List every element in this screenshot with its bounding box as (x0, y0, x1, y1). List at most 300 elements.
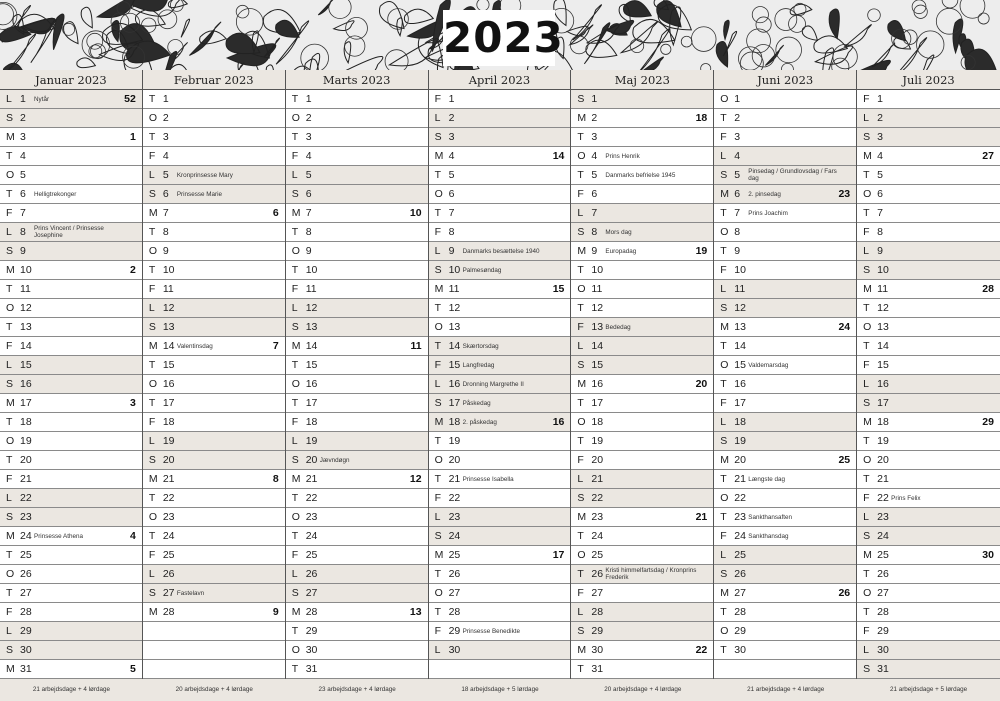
weekday-letter: F (148, 416, 156, 428)
day-number: 28 (877, 606, 889, 618)
day-number: 25 (162, 549, 175, 561)
day-number: 29 (448, 625, 461, 637)
day-number: 21 (448, 473, 461, 485)
day-row (0, 584, 142, 603)
day-number: 7 (448, 207, 455, 219)
weekday-letter: L (863, 245, 869, 257)
day-number: 16 (20, 378, 32, 390)
day-number: 9 (734, 245, 741, 257)
day-number: 27 (734, 587, 746, 599)
day-row (0, 413, 142, 432)
weekday-letter: T (6, 283, 13, 295)
day-number: 1 (20, 93, 26, 105)
day-number: 19 (20, 435, 32, 447)
weekday-letter: F (148, 150, 156, 162)
week-number: 17 (552, 549, 565, 561)
weekday-letter: O (291, 112, 300, 124)
day-row (714, 166, 856, 185)
day-number: 15 (734, 359, 746, 371)
weekday-letter: O (720, 93, 729, 105)
day-row (571, 565, 713, 584)
day-row (571, 451, 713, 470)
month-header: Januar 2023 (0, 70, 142, 90)
week-number: 4 (130, 530, 136, 542)
weekday-letter: O (291, 245, 300, 257)
day-row (286, 128, 428, 147)
weekday-letter: O (863, 188, 872, 200)
day-number: 14 (448, 340, 461, 352)
day-row (286, 584, 428, 603)
weekday-letter: F (577, 587, 584, 599)
weekday-letter: T (291, 625, 299, 637)
day-number: 18 (20, 416, 32, 428)
weekday-letter: T (291, 663, 299, 675)
weekday-letter: L (6, 93, 12, 105)
day-row (0, 546, 142, 565)
weekday-letter: S (434, 264, 442, 276)
day-row (0, 470, 142, 489)
day-row (857, 204, 1000, 223)
day-number: 12 (591, 302, 604, 314)
day-number: 31 (305, 663, 318, 675)
weekday-letter: F (434, 492, 441, 504)
day-number: 14 (877, 340, 889, 352)
weekday-letter: S (6, 112, 14, 124)
day-number: 1 (734, 93, 741, 105)
weekday-letter: S (291, 587, 299, 599)
day-row (571, 356, 713, 375)
day-number: 30 (877, 644, 889, 656)
weekday-letter: L (291, 568, 298, 580)
weekday-letter: T (720, 378, 727, 390)
day-row (286, 508, 428, 527)
holiday-label: Påskedag (462, 400, 491, 407)
weekday-letter: T (6, 188, 13, 200)
day-row (429, 299, 571, 318)
day-number: 3 (162, 131, 169, 143)
weekday-letter: S (291, 321, 299, 333)
weekday-letter: M (720, 321, 730, 333)
weekday-letter: L (434, 644, 441, 656)
holiday-label: Sankthansdag (748, 533, 789, 540)
weekday-letter: F (720, 131, 727, 143)
day-row (571, 109, 713, 128)
day-row (0, 451, 142, 470)
day-number: 21 (162, 473, 175, 485)
weekday-letter: M (6, 663, 15, 675)
weekday-letter: S (434, 131, 442, 143)
day-row (429, 90, 571, 109)
day-row (571, 660, 713, 679)
day-row (857, 660, 1000, 679)
day-row (286, 109, 428, 128)
month-footer: 23 arbejdsdage + 4 lørdage (286, 679, 429, 701)
day-number: 7 (734, 207, 741, 219)
day-number: 26 (734, 568, 746, 580)
day-number: 18 (448, 416, 461, 428)
holiday-label: Jævndøgn (319, 457, 350, 464)
day-number: 24 (20, 530, 32, 542)
day-row (429, 508, 571, 527)
weekday-letter: M (577, 644, 587, 656)
weekday-letter: F (863, 359, 870, 371)
weekday-letter: L (148, 568, 155, 580)
weekday-letter: F (863, 226, 870, 238)
day-row (429, 337, 571, 356)
weekday-letter: F (434, 359, 441, 371)
day-row (571, 223, 713, 242)
day-row (571, 375, 713, 394)
day-number: 11 (734, 283, 746, 295)
day-number: 10 (162, 264, 175, 276)
day-row (714, 356, 856, 375)
day-row (571, 641, 713, 660)
weekday-letter: O (720, 492, 729, 504)
weekday-letter: F (291, 549, 299, 561)
weekday-letter: L (6, 226, 12, 238)
day-number: 8 (734, 226, 741, 238)
day-number: 25 (20, 549, 32, 561)
weekday-letter: T (720, 511, 727, 523)
day-number: 13 (162, 321, 175, 333)
day-row (571, 603, 713, 622)
day-row (286, 622, 428, 641)
day-row (714, 508, 856, 527)
day-row (429, 622, 571, 641)
day-row (286, 337, 428, 356)
day-row (0, 90, 142, 109)
day-number: 29 (20, 625, 32, 637)
day-row (857, 641, 1000, 660)
day-row (0, 508, 142, 527)
week-number: 52 (124, 93, 136, 105)
weekday-letter: T (148, 359, 156, 371)
day-number: 4 (305, 150, 312, 162)
holiday-label: Prins Vincent / Prinsesse Josephine (34, 225, 104, 239)
day-row (286, 318, 428, 337)
weekday-letter: O (434, 587, 443, 599)
month-header: April 2023 (429, 70, 571, 90)
month-header: Februar 2023 (143, 70, 285, 90)
weekday-letter: M (720, 188, 730, 200)
weekday-letter: S (863, 663, 871, 675)
day-number: 2 (734, 112, 741, 124)
day-number: 27 (877, 587, 889, 599)
weekday-letter: O (148, 112, 158, 124)
day-row (0, 166, 142, 185)
holiday-label: Helligtrekonger (34, 191, 77, 198)
day-number: 7 (305, 207, 312, 219)
weekday-letter: O (434, 321, 443, 333)
weekday-letter: F (291, 283, 299, 295)
day-row (143, 527, 285, 546)
day-row (143, 565, 285, 584)
weekday-letter: O (148, 378, 158, 390)
day-number: 10 (448, 264, 461, 276)
weekday-letter: S (863, 397, 871, 409)
calendar-grid (0, 70, 1000, 701)
weekday-letter: O (577, 549, 586, 561)
day-number: 20 (877, 454, 889, 466)
day-row (571, 90, 713, 109)
weekday-letter: T (720, 340, 727, 352)
day-row (143, 90, 285, 109)
day-number: 10 (734, 264, 746, 276)
weekday-letter: T (577, 663, 584, 675)
month-footer: 18 arbejdsdage + 5 lørdage (429, 679, 572, 701)
weekday-letter: L (863, 112, 869, 124)
day-row (143, 223, 285, 242)
day-row (286, 299, 428, 318)
day-row (0, 394, 142, 413)
holiday-label: Prinsesse Isabella (462, 476, 514, 483)
weekday-letter: M (577, 511, 587, 523)
day-number: 30 (448, 644, 461, 656)
weekday-letter: T (577, 264, 584, 276)
day-row (714, 375, 856, 394)
day-number: 5 (20, 169, 26, 181)
empty-row (429, 660, 571, 679)
weekday-letter: F (863, 492, 870, 504)
weekday-letter: S (577, 226, 585, 238)
weekday-letter: T (720, 245, 727, 257)
week-number: 2 (130, 264, 136, 276)
day-row (286, 489, 428, 508)
day-row (571, 622, 713, 641)
day-row (714, 603, 856, 622)
month-column (0, 70, 143, 693)
weekday-letter: L (577, 340, 584, 352)
week-number: 27 (982, 150, 994, 162)
day-row (143, 147, 285, 166)
weekday-letter: M (148, 473, 158, 485)
weekday-letter: T (148, 93, 156, 105)
day-row (857, 261, 1000, 280)
weekday-letter: L (148, 435, 155, 447)
day-row (286, 565, 428, 584)
day-number: 7 (591, 207, 598, 219)
weekday-letter: T (863, 340, 870, 352)
day-number: 31 (20, 663, 32, 675)
day-row (857, 394, 1000, 413)
weekday-letter: O (863, 454, 872, 466)
weekday-letter: L (434, 378, 441, 390)
day-row (143, 242, 285, 261)
weekday-letter: S (291, 188, 299, 200)
day-number: 23 (734, 511, 746, 523)
day-number: 8 (448, 226, 455, 238)
day-number: 25 (591, 549, 604, 561)
day-row (286, 432, 428, 451)
day-row (286, 527, 428, 546)
day-row (143, 413, 285, 432)
holiday-label: Danmarks besættelse 1940 (462, 248, 540, 255)
week-number: 1 (130, 131, 136, 143)
day-row (143, 280, 285, 299)
weekday-letter: S (148, 454, 156, 466)
weekday-letter: O (720, 625, 729, 637)
day-row (143, 508, 285, 527)
day-row (857, 508, 1000, 527)
day-number: 7 (162, 207, 169, 219)
day-row (143, 470, 285, 489)
weekday-letter: F (148, 549, 156, 561)
day-row (286, 375, 428, 394)
weekday-letter: T (6, 416, 13, 428)
holiday-label: Dronning Margrethe II (462, 381, 524, 388)
day-row (857, 147, 1000, 166)
weekday-letter: T (291, 264, 299, 276)
weekday-letter: T (291, 131, 299, 143)
day-row (714, 318, 856, 337)
day-row (286, 660, 428, 679)
weekday-letter: F (148, 283, 156, 295)
day-row (0, 660, 142, 679)
day-number: 25 (305, 549, 318, 561)
day-number: 4 (448, 150, 455, 162)
day-number: 26 (305, 568, 318, 580)
day-row (714, 223, 856, 242)
weekday-letter: M (720, 454, 730, 466)
weekday-letter: T (577, 530, 584, 542)
day-row (857, 166, 1000, 185)
weekday-letter: T (577, 302, 584, 314)
empty-row (143, 622, 285, 641)
day-row (714, 451, 856, 470)
weekday-letter: O (434, 188, 443, 200)
day-number: 15 (591, 359, 604, 371)
day-number: 24 (305, 530, 318, 542)
day-number: 22 (734, 492, 746, 504)
day-number: 23 (877, 511, 889, 523)
weekday-letter: S (863, 264, 871, 276)
day-number: 14 (162, 340, 175, 352)
week-number: 28 (982, 283, 994, 295)
day-number: 9 (877, 245, 883, 257)
day-number: 2 (448, 112, 455, 124)
weekday-letter: M (720, 587, 730, 599)
month-header: Maj 2023 (571, 70, 713, 90)
weekday-letter: F (720, 264, 727, 276)
weekday-letter: T (148, 397, 156, 409)
weekday-letter: T (6, 454, 13, 466)
weekday-letter: M (863, 150, 872, 162)
holiday-label: Fastelavn (176, 590, 205, 597)
day-row (571, 280, 713, 299)
day-number: 23 (591, 511, 604, 523)
day-number: 24 (591, 530, 604, 542)
day-number: 20 (448, 454, 461, 466)
day-number: 20 (734, 454, 746, 466)
day-number: 9 (591, 245, 598, 257)
holiday-label: Europadag (605, 248, 637, 255)
day-row (286, 280, 428, 299)
weekday-letter: F (720, 397, 727, 409)
day-number: 28 (734, 606, 746, 618)
day-number: 12 (448, 302, 461, 314)
day-number: 19 (591, 435, 604, 447)
weekday-letter: T (863, 606, 870, 618)
day-number: 29 (591, 625, 604, 637)
day-number: 17 (305, 397, 318, 409)
day-number: 13 (305, 321, 318, 333)
weekday-letter: S (434, 530, 442, 542)
day-number: 28 (162, 606, 175, 618)
week-number: 30 (982, 549, 994, 561)
weekday-letter: L (6, 625, 12, 637)
day-number: 14 (591, 340, 604, 352)
day-row (571, 299, 713, 318)
weekday-letter: M (863, 549, 872, 561)
day-number: 10 (877, 264, 889, 276)
weekday-letter: S (720, 169, 728, 181)
day-number: 17 (20, 397, 32, 409)
weekday-letter: M (6, 264, 15, 276)
day-number: 3 (305, 131, 312, 143)
day-row (0, 603, 142, 622)
day-number: 26 (162, 568, 175, 580)
weekday-letter: S (148, 587, 156, 599)
weekday-letter: F (434, 226, 441, 238)
day-number: 5 (448, 169, 455, 181)
weekday-letter: L (863, 378, 869, 390)
weekday-letter: T (291, 93, 299, 105)
day-row (571, 413, 713, 432)
day-row (714, 470, 856, 489)
week-number: 9 (272, 606, 279, 618)
day-row (429, 128, 571, 147)
weekday-letter: M (577, 245, 587, 257)
weekday-letter: T (148, 264, 156, 276)
weekday-letter: O (6, 169, 15, 181)
day-row (0, 147, 142, 166)
day-row (714, 546, 856, 565)
weekday-letter: O (863, 321, 872, 333)
weekday-letter: T (577, 435, 584, 447)
day-number: 19 (162, 435, 175, 447)
day-row (571, 185, 713, 204)
weekday-letter: O (148, 511, 158, 523)
day-row (429, 451, 571, 470)
day-row (714, 489, 856, 508)
day-number: 6 (448, 188, 455, 200)
day-number: 9 (448, 245, 455, 257)
day-number: 6 (877, 188, 883, 200)
day-row (714, 204, 856, 223)
day-number: 1 (591, 93, 598, 105)
day-number: 30 (591, 644, 604, 656)
day-number: 11 (305, 283, 317, 295)
day-number: 13 (877, 321, 889, 333)
day-number: 27 (162, 587, 175, 599)
weekday-letter: T (148, 131, 156, 143)
week-number: 12 (409, 473, 422, 485)
weekday-letter: M (6, 397, 15, 409)
day-row (857, 432, 1000, 451)
weekday-letter: T (6, 587, 13, 599)
day-row (571, 508, 713, 527)
day-row (429, 584, 571, 603)
weekday-letter: O (720, 359, 729, 371)
day-row (714, 565, 856, 584)
day-row (0, 223, 142, 242)
day-number: 1 (877, 93, 883, 105)
day-number: 2 (305, 112, 312, 124)
day-number: 13 (20, 321, 32, 333)
day-row (143, 261, 285, 280)
day-number: 11 (877, 283, 889, 295)
day-number: 17 (877, 397, 889, 409)
